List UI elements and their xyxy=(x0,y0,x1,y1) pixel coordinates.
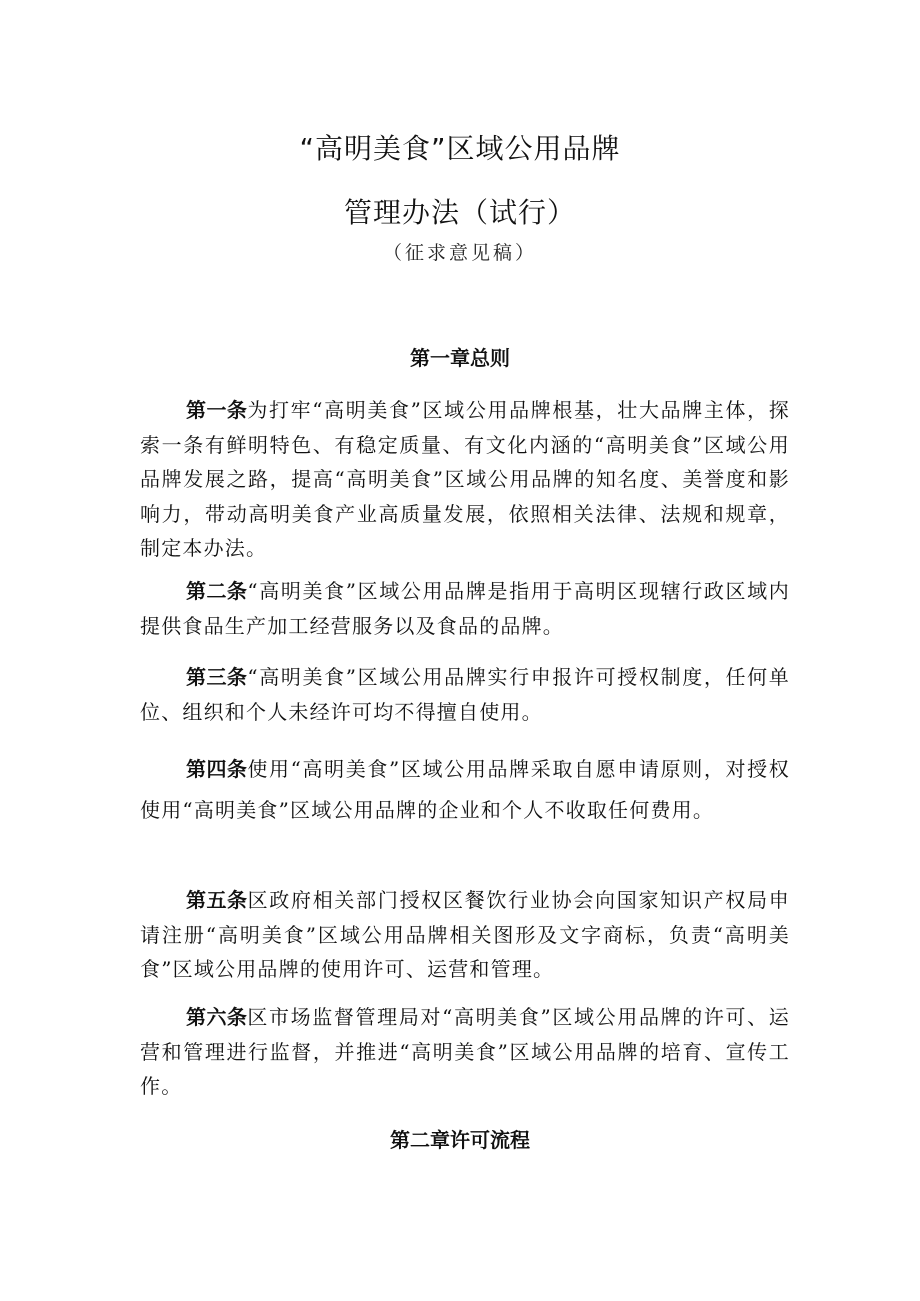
article-1-text: 为打牢“高明美食”区域公用品牌根基，壮大品牌主体，探索一条有鲜明特色、有稳定质量、有文化内涵的“高明美食”区域公用品牌发展之路，提高“高明美食”区域公用品牌的知名度、美誉度和影响力，带动高明美食产业高质量发展，依照相关法律、法规和规章，制定本办法。 xyxy=(140,398,790,560)
article-6-label: 第六条 xyxy=(186,1005,248,1029)
article-2-label: 第二条 xyxy=(186,579,248,603)
article-6 xyxy=(140,1000,790,1104)
chapter-heading-2: 第二章许可流程 xyxy=(390,1128,530,1152)
article-4-label: 第四条 xyxy=(186,757,248,781)
article-1 xyxy=(140,393,790,566)
article-4 xyxy=(140,749,790,831)
chapter-heading-1: 第一章总则 xyxy=(410,346,510,370)
article-2 xyxy=(140,574,790,643)
article-3 xyxy=(140,660,790,729)
article-5-text: 区政府相关部门授权区餐饮行业协会向国家知识产权局申请注册“高明美食”区域公用品牌相关图形及文字商标，负责“高明美食”区域公用品牌的使用许可、运营和管理。 xyxy=(140,888,791,981)
article-5 xyxy=(140,883,790,987)
article-4-text: 使用“高明美食”区域公用品牌采取自愿申请原则，对授权使用“高明美食”区域公用品牌的企业和个人不收取任何费用。 xyxy=(140,757,790,822)
document-subtitle: （征求意见稿） xyxy=(382,242,537,264)
article-1-label: 第一条 xyxy=(186,398,248,422)
article-6-text: 区市场监督管理局对“高明美食”区域公用品牌的许可、运营和管理进行监督，并推进“高明美食”区域公用品牌的培育、宣传工作。 xyxy=(140,1005,790,1098)
article-3-text: “高明美食”区域公用品牌实行申报许可授权制度，任何单位、组织和个人未经许可均不得擅自使用。 xyxy=(140,665,790,724)
article-3-label: 第三条 xyxy=(186,665,248,689)
document-title-line-2: 管理办法（试行） xyxy=(343,196,576,229)
document-title-line-1: “高明美食”区域公用品牌 xyxy=(299,132,621,165)
article-5-label: 第五条 xyxy=(186,888,248,912)
article-2-text: “高明美食”区域公用品牌是指用于高明区现辖行政区域内提供食品生产加工经营服务以及食品的品牌。 xyxy=(140,579,790,638)
